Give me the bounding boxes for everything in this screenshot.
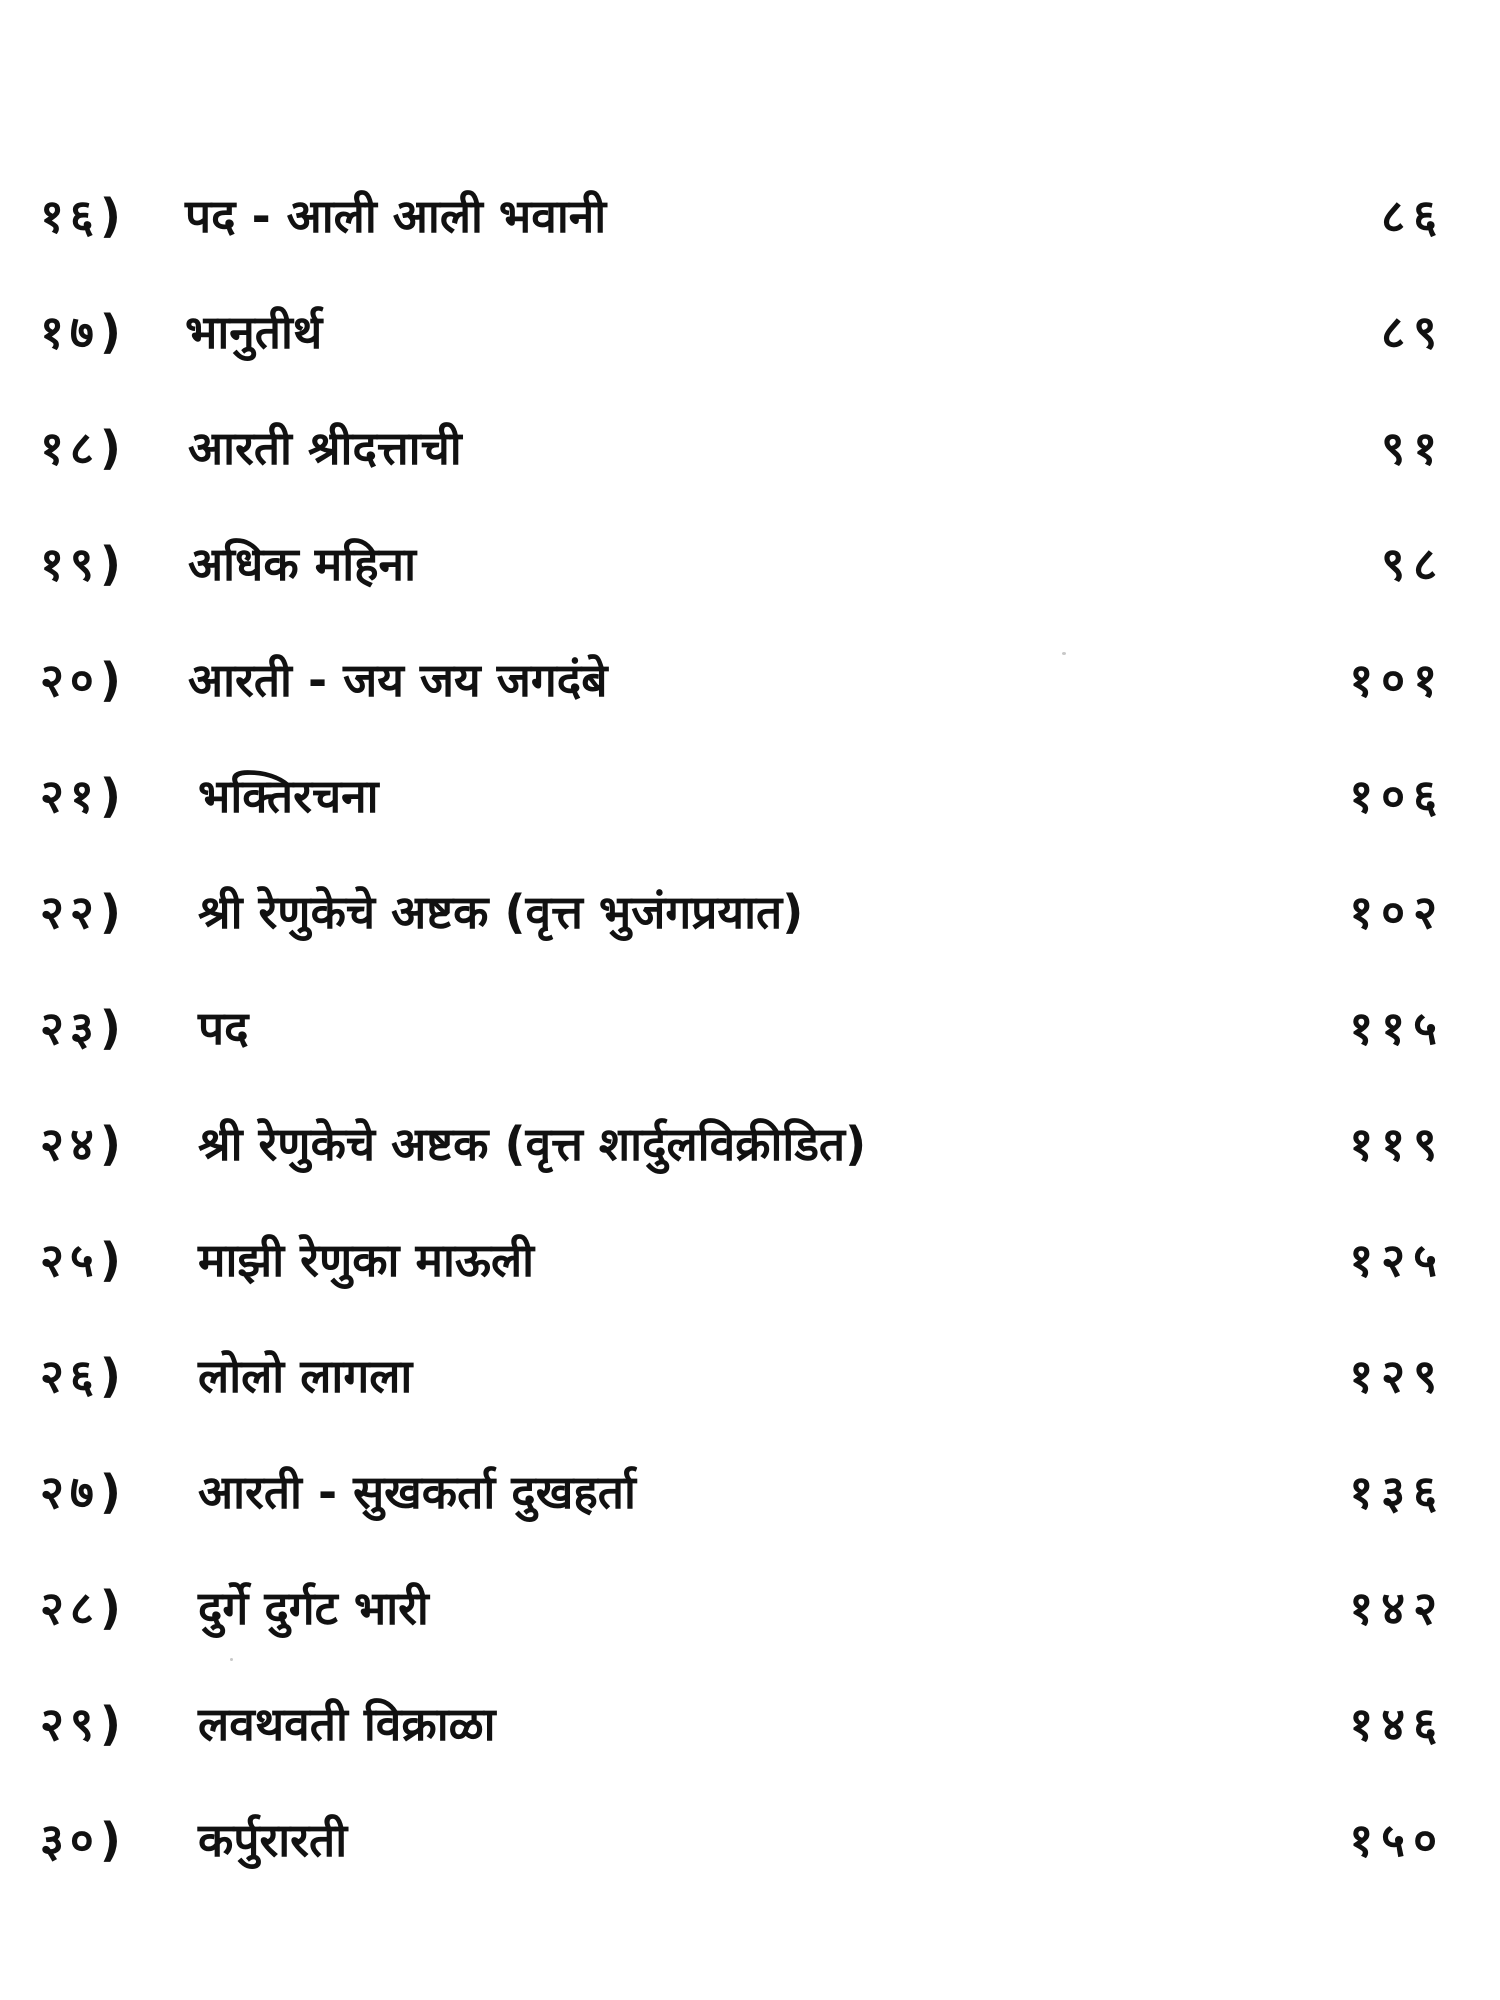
entry-number: १६) bbox=[40, 189, 127, 243]
entry-title: लवथवती विक्राळा bbox=[198, 1697, 496, 1751]
scan-speck bbox=[230, 1658, 233, 1661]
entry-title: आरती - सुखकर्ता दुखहर्ता bbox=[198, 1465, 636, 1519]
entry-page-number: ९८ bbox=[1381, 537, 1445, 591]
toc-entry bbox=[0, 620, 1500, 736]
entry-title: लोलो लागला bbox=[198, 1349, 413, 1403]
toc-entry bbox=[0, 1200, 1500, 1316]
toc-entry bbox=[0, 1432, 1500, 1548]
entry-page-number: १३६ bbox=[1349, 1465, 1445, 1519]
toc-entry bbox=[0, 1780, 1500, 1896]
entry-title: भानुतीर्थ bbox=[185, 305, 323, 359]
entry-page-number: ८६ bbox=[1381, 189, 1445, 243]
entry-page-number: १२५ bbox=[1349, 1233, 1445, 1287]
entry-page-number: १५० bbox=[1349, 1813, 1445, 1867]
entry-title: पद bbox=[198, 1001, 249, 1055]
entry-number: ३०) bbox=[40, 1813, 127, 1867]
toc-entry bbox=[0, 1084, 1500, 1200]
entry-number: २५) bbox=[40, 1233, 127, 1287]
entry-number: २४) bbox=[40, 1117, 127, 1171]
entry-number: २७) bbox=[40, 1465, 127, 1519]
entry-page-number: १०६ bbox=[1349, 769, 1445, 823]
entry-page-number: १२९ bbox=[1349, 1349, 1445, 1403]
toc-entry bbox=[0, 1664, 1500, 1780]
entry-number: २३) bbox=[40, 1001, 127, 1055]
entry-number: १७) bbox=[40, 305, 127, 359]
entry-title: आरती श्रीदत्ताची bbox=[188, 421, 462, 475]
entry-page-number: १०१ bbox=[1349, 653, 1445, 707]
entry-title: आरती - जय जय जगदंबे bbox=[188, 653, 608, 707]
entry-title: माझी रेणुका माऊली bbox=[198, 1233, 535, 1287]
scan-speck bbox=[1062, 652, 1066, 655]
entry-title: पद - आली आली भवानी bbox=[185, 189, 607, 243]
entry-number: २२) bbox=[40, 885, 127, 939]
entry-number: २०) bbox=[40, 653, 127, 707]
entry-title: श्री रेणुकेचे अष्टक (वृत्त भुजंगप्रयात) bbox=[198, 885, 804, 939]
entry-number: २१) bbox=[40, 769, 127, 823]
entry-page-number: १४२ bbox=[1349, 1581, 1445, 1635]
toc-entry bbox=[0, 1316, 1500, 1432]
entry-title: भक्तिरचना bbox=[198, 769, 379, 823]
toc-entry bbox=[0, 1548, 1500, 1664]
entry-title: अधिक महिना bbox=[188, 537, 416, 591]
toc-entry bbox=[0, 156, 1500, 272]
toc-entry bbox=[0, 736, 1500, 852]
entry-page-number: ९१ bbox=[1381, 421, 1445, 475]
toc-entry bbox=[0, 852, 1500, 968]
toc-entry bbox=[0, 272, 1500, 388]
entry-page-number: ११९ bbox=[1349, 1117, 1445, 1171]
entry-page-number: ११५ bbox=[1349, 1001, 1445, 1055]
toc-entry bbox=[0, 388, 1500, 504]
entry-number: २९) bbox=[40, 1697, 127, 1751]
entry-page-number: १०२ bbox=[1349, 885, 1445, 939]
entry-title: श्री रेणुकेचे अष्टक (वृत्त शार्दुलविक्रीडित) bbox=[198, 1117, 867, 1171]
entry-page-number: ८९ bbox=[1381, 305, 1445, 359]
entry-number: १९) bbox=[40, 537, 127, 591]
entry-number: २८) bbox=[40, 1581, 127, 1635]
entry-number: २६) bbox=[40, 1349, 127, 1403]
toc-entry bbox=[0, 504, 1500, 620]
entry-number: १८) bbox=[40, 421, 127, 475]
entry-title: कर्पुरारती bbox=[198, 1813, 348, 1867]
toc-entry bbox=[0, 968, 1500, 1084]
entry-page-number: १४६ bbox=[1349, 1697, 1445, 1751]
entry-title: दुर्गे दुर्गट भारी bbox=[198, 1581, 429, 1635]
